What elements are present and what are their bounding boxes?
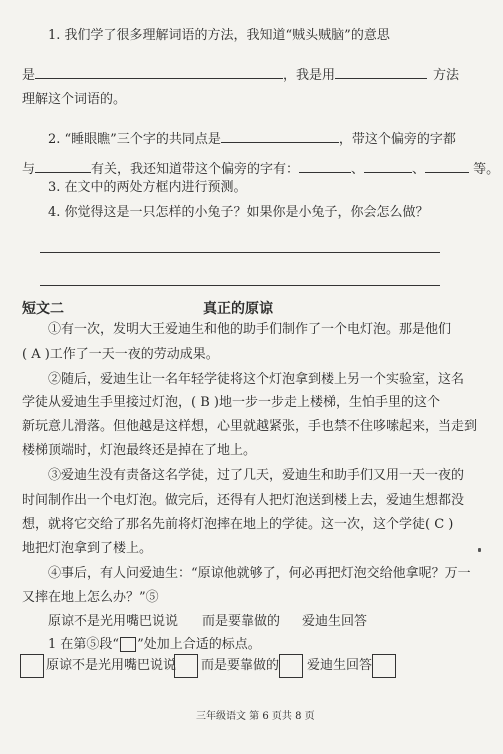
answer-box-3[interactable]: [279, 654, 303, 678]
q1-line2-start: 是: [22, 68, 36, 83]
q2-sep1: 、: [351, 162, 365, 177]
answer-part3: 爱迪生回答: [307, 658, 373, 673]
passage-p3b: 时间制作出一个电灯泡。做完后，还得有人把灯泡送到楼上去，爱迪生想都没: [22, 493, 465, 508]
q2-blank-char1[interactable]: [299, 160, 351, 173]
passage-p2b: 学徒从爱迪生手里接过灯泡，( B )地一步一步走上楼梯，生怕手里的这个: [22, 395, 440, 410]
q4-answer-line-2[interactable]: [40, 285, 440, 286]
q1-line1: 1. 我们学了很多理解词语的方法，我知道“贼头贼脑”的意思: [48, 28, 390, 43]
q1-blank-method[interactable]: [335, 66, 427, 79]
sub-q1-prefix: 1 在第⑤段“: [48, 637, 120, 652]
sub-q1-suffix: ”处加上合适的标点。: [137, 637, 261, 652]
passage-p5-part1: 原谅不是光用嘴巴说说: [48, 614, 179, 629]
q2-line1: [48, 130, 456, 148]
passage-p5-part2: 而是要靠做的: [202, 614, 281, 629]
answer-part2: 而是要靠做的: [201, 658, 280, 673]
sub-q1-box-icon: [120, 637, 136, 652]
passage-p1a: ①有一次，发明大王爱迪生和他的助手们制作了一个电灯泡。那是他们: [48, 322, 452, 337]
section-label: 短文二: [22, 301, 64, 317]
answer-box-2[interactable]: [174, 654, 198, 678]
q1-blank-meaning[interactable]: [35, 66, 283, 79]
q2-line1-start: 2. “睡眼瞧”三个字的共同点是: [48, 132, 221, 147]
q1-line2-end: 方法: [433, 68, 460, 83]
q2-line2-end: 等。: [473, 162, 500, 177]
passage-p3c: 想，就将它交给了那名先前将灯泡摔在地上的学徒。这一次，这个学徒( C ): [22, 517, 454, 532]
passage-p3a: ③爱迪生没有责备这名学徒，过了几天，爱迪生和助手们又用一天一夜的: [48, 468, 465, 483]
passage-p2a: ②随后，爱迪生让一名年轻学徒将这个灯泡拿到楼上另一个实验室，这名: [48, 372, 465, 387]
q2-line1-end: ，带这个偏旁的字都: [338, 132, 456, 147]
q4-answer-line-1[interactable]: [40, 252, 440, 253]
q1-line2: [22, 66, 459, 84]
q2-line2-mid: 有关，我还知道带这个偏旁的字有：: [91, 162, 300, 177]
passage-p2d: 楼梯顶端时，灯泡最终还是掉在了地上。: [22, 443, 257, 458]
sub-q1-text: [48, 637, 261, 653]
passage-title: 真正的原谅: [203, 301, 273, 317]
passage-p2c: 新玩意儿滑落。但他越是这样想，心里就越紧张，手也禁不住哆嗦起来，当走到: [22, 419, 478, 434]
stray-mark: [478, 548, 481, 552]
answer-box-1[interactable]: [20, 654, 44, 678]
q2-sep2: 、: [412, 162, 426, 177]
q1-line3: 理解这个词语的。: [22, 92, 127, 107]
answer-box-4[interactable]: [372, 654, 396, 678]
passage-p4b: 又摔在地上怎么办？”⑤: [22, 590, 159, 605]
passage-p5: [48, 614, 367, 630]
q2-blank-meaning[interactable]: [35, 160, 91, 173]
q2-blank-char3[interactable]: [425, 160, 469, 173]
q2-line2-start: 与: [22, 162, 36, 177]
passage-p3d: 地把灯泡拿到了楼上。: [22, 541, 153, 556]
q1-line2-mid: ，我是用: [283, 68, 336, 83]
passage-p5-part3: 爱迪生回答: [302, 614, 368, 629]
q2-blank-char2[interactable]: [364, 160, 412, 173]
q2-line2: [22, 160, 499, 178]
answer-part1: 原谅不是光用嘴巴说说: [46, 658, 177, 673]
q2-blank-common[interactable]: [221, 130, 339, 143]
passage-p4a: ④事后，有人问爱迪生：“原谅他就够了，何必再把灯泡交给他拿呢？万一: [48, 566, 471, 581]
passage-p1b: ( A )工作了一天一夜的劳动成果。: [22, 347, 219, 362]
q4-text: 4. 你觉得这是一只怎样的小兔子？如果你是小兔子，你会怎么做？: [48, 205, 429, 220]
q3-text: 3. 在文中的两处方框内进行预测。: [48, 180, 247, 195]
page-footer: 三年级语文 第 6 页共 8 页: [196, 711, 315, 722]
